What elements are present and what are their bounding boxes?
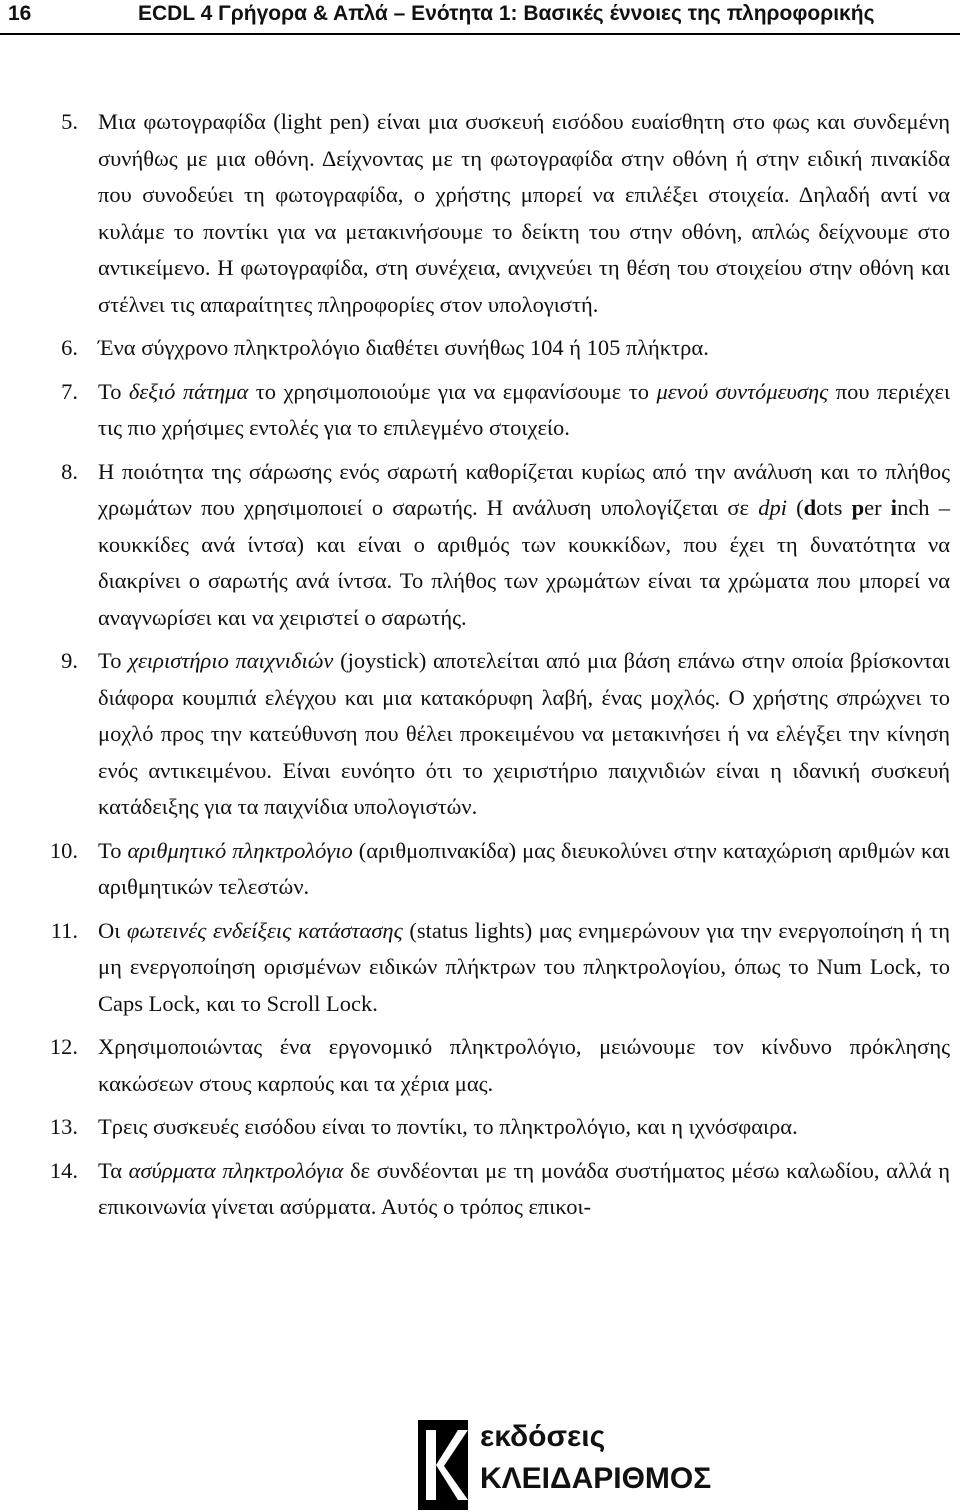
text-run: χειριστήριο παιχνιδιών	[128, 648, 334, 673]
text-run: ots	[816, 495, 852, 520]
text-run: ασύρματα πληκτρολόγια	[128, 1157, 344, 1183]
text-run: er	[864, 495, 891, 520]
list-item-number: 9.	[61, 648, 78, 673]
list-item	[0, 1029, 960, 1102]
list-item-text	[98, 379, 950, 441]
publisher-k-logo-icon	[418, 1420, 468, 1510]
list-item-number: 13.	[49, 1114, 78, 1139]
text-run: Τα	[98, 1157, 129, 1183]
list-item-text	[98, 1158, 950, 1220]
list-item	[0, 913, 960, 1023]
list-item-number: 10.	[49, 837, 78, 863]
publisher-line-2: ΚΛΕΙΔΑΡΙΘΜΟΣ	[480, 1462, 712, 1495]
page-number: 16	[8, 2, 32, 25]
text-run: Το	[98, 378, 129, 404]
text-run: δεξιό πάτημα	[128, 378, 249, 404]
list-item-number: 5.	[61, 109, 78, 134]
list-item	[0, 643, 960, 826]
numbered-list	[0, 104, 960, 1233]
list-item	[0, 104, 960, 323]
list-item	[0, 454, 960, 637]
text-run: (	[786, 495, 804, 520]
list-item-number: 14.	[49, 1157, 78, 1183]
text-run: i	[890, 495, 898, 520]
list-item-number: 12.	[49, 1034, 78, 1059]
text-run: nch – κουκκίδες ανά ίντσα) και είναι ο αριθμός των κουκκίδων, που έχει τη δυνατότητα να διακρίνει ο σαρωτής ανά ίντσα. Το πλήθος των χρωμάτων είναι τα χρώματα που μπορεί να αναγνωρίσει και να χειριστεί ο σαρωτής.	[98, 495, 950, 630]
list-item-text	[98, 1034, 950, 1096]
text-run: Η ποιότητα της σάρωσης ενός σαρωτή καθορίζεται κυρίως από την ανάλυση και το πλήθος χρωμάτων που χρησιμοποιεί ο σαρωτής. Η ανάλυση υπολογίζεται σε	[98, 458, 950, 520]
header-rule	[0, 33, 960, 35]
text-run: (αριθμοπινακίδα) μας διευκολύνει στην καταχώριση αριθμών και αριθμητικών τελεστών.	[98, 837, 950, 899]
list-item-text	[98, 459, 950, 630]
text-run: δε συνδέονται με τη μονάδα συστήματος μέσω καλωδίου, αλλά η επικοινωνία γίνεται ασύρματα. Αυτός ο τρόπος επικοι-	[98, 1157, 950, 1219]
text-run: Ένα σύγχρονο πληκτρολόγιο διαθέτει συνήθως 104 ή 105 πλήκτρα.	[98, 335, 709, 360]
list-item-number: 8.	[61, 458, 78, 484]
page-header	[0, 0, 960, 34]
list-item-number: 11.	[50, 917, 78, 943]
list-item	[0, 1109, 960, 1146]
list-item	[0, 833, 960, 906]
publisher-logo	[418, 1420, 712, 1512]
text-run: που περιέχει τις πιο χρήσιμες εντολές για το επιλεγμένο στοιχείο.	[98, 378, 951, 440]
list-item	[0, 1153, 960, 1226]
list-item	[0, 330, 960, 367]
publisher-line-1: εκδόσεις	[480, 1420, 606, 1453]
text-run: φωτεινές ενδείξεις κατάστασης	[126, 917, 403, 943]
list-item-number: 6.	[61, 335, 78, 360]
list-item-text	[98, 648, 950, 819]
text-run: dpi	[758, 495, 787, 520]
text-run: (joystick) αποτελείται από μια βάση επάνω στην οποία βρίσκονται διάφορα κουμπιά ελέγχου και μια κατακόρυφη λαβή, ένας μοχλός. Ο χρήστης σπρώχνει το μοχλό προς την κατεύθυνση που θέλει προκειμένου να μετακινήσει ή να ελέγξει την κίνηση ενός αντικειμένου. Είναι ευνόητο ότι το χειριστήριο παιχνιδιών είναι η ιδανική συσκευή κατάδειξης για τα παιχνίδια υπολογιστών.	[98, 648, 950, 819]
list-item	[0, 374, 960, 447]
text-run: Μια φωτογραφίδα (light pen) είναι μια συσκευή εισόδου ευαίσθητη στο φως και συνδεμένη συνήθως με μια οθόνη. Δείχνοντας με τη φωτογραφίδα στην οθόνη ή στην ειδική πινακίδα που συνοδεύει τη φωτογραφίδα, ο χρήστης μπορεί να επιλέξει στοιχεία. Δηλαδή αντί να κυλάμε το ποντίκι για να μετακινήσουμε το δείκτη του στην οθόνη, απλώς δείχνουμε στο αντικείμενο. Η φωτογραφίδα, στη συνέχεια, ανιχνεύει τη θέση του στοιχείου στην οθόνη και στέλνει τις απαραίτητες πληροφορίες στον υπολογιστή.	[98, 109, 950, 317]
text-run: Τρεις συσκευές εισόδου είναι το ποντίκι, το πληκτρολόγιο, και η ιχνόσφαιρα.	[98, 1114, 798, 1139]
list-item-text	[98, 109, 950, 317]
text-run: p	[851, 495, 865, 520]
text-run: το χρησιμοποιούμε για να εμφανίσουμε το	[248, 378, 657, 404]
list-item-text	[98, 335, 709, 360]
text-run: Χρησιμοποιώντας ένα εργονομικό πληκτρολόγιο, μειώνουμε τον κίνδυνο πρόκλησης κακώσεων στους καρπούς και τα χέρια μας.	[98, 1034, 950, 1096]
list-item-number: 7.	[61, 378, 78, 404]
text-run: Το	[98, 837, 128, 863]
text-run: μενού συντόμευσης	[656, 378, 829, 404]
list-item-text	[98, 1114, 798, 1139]
list-item-text	[98, 838, 950, 900]
text-run: Το	[98, 648, 129, 673]
text-run: αριθμητικό πληκτρολόγιο	[127, 837, 353, 863]
text-run: d	[803, 495, 817, 520]
list-item-text	[98, 918, 950, 1016]
text-run: (status lights) μας ενημερώνουν για την ενεργοποίηση ή τη μη ενεργοποίηση ορισμένων ειδικών πλήκτρων του πληκτρολογίου, όπως το Num Lock, το Caps Lock, και το Scroll Lock.	[98, 917, 950, 1016]
text-run: Οι	[98, 917, 127, 943]
running-title: ECDL 4 Γρήγορα & Απλά – Ενότητα 1: Βασικές έννοιες της πληροφορικής	[138, 2, 875, 25]
